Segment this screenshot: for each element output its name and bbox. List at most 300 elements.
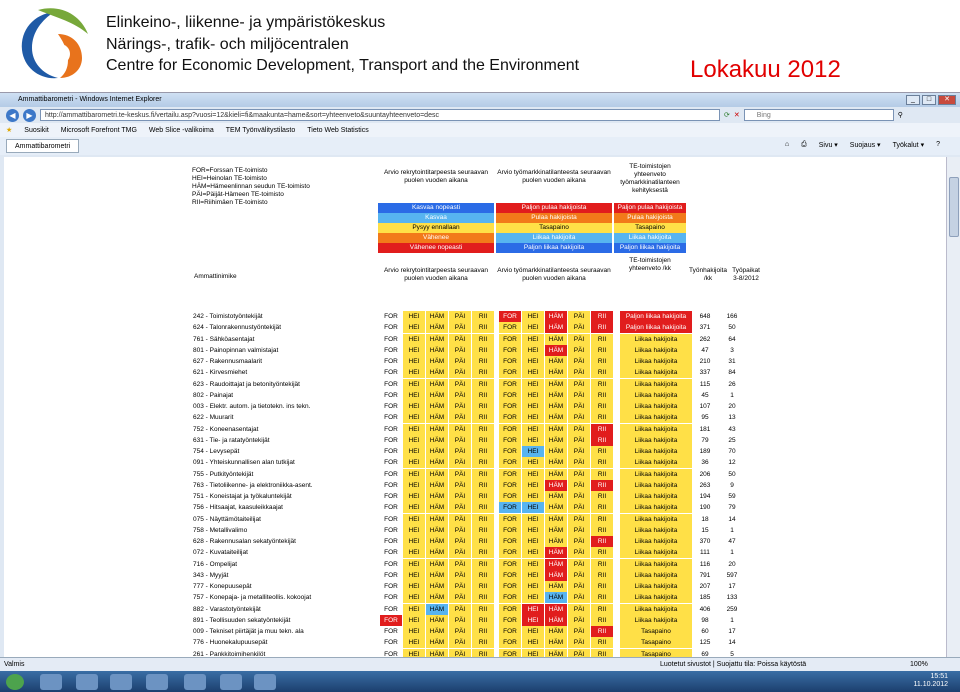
tm-cell: FOR [499, 379, 521, 390]
summary-cell: Tasapaino [620, 637, 692, 648]
back-icon[interactable]: ◀ [6, 109, 19, 122]
summary-cell: Liikaa hakijoita [620, 446, 692, 457]
rekry-cell: HÄM [426, 615, 448, 626]
vacancies-cell: 20 [728, 403, 736, 410]
summary-cell: Liikaa hakijoita [620, 379, 692, 390]
occupation-name[interactable]: 758 - Metallivalimo [193, 526, 248, 534]
table-row [192, 525, 746, 536]
tm-cell: RII [591, 615, 613, 626]
occupation-name[interactable]: 242 - Toimistotyöntekijät [193, 313, 263, 320]
jobseekers-cell: 95 [701, 414, 709, 422]
tm-cell: PÄI [568, 480, 590, 491]
table-row [192, 581, 746, 592]
summary-cell: Liikaa hakijoita [620, 469, 692, 480]
occupation-name[interactable]: 009 - Tekniset piirtäjät ja muu tekn. ala [193, 628, 304, 635]
col-name: Ammattinimike [194, 273, 304, 281]
rekry-cell: PÄI [449, 626, 471, 637]
jobseekers-cell: 18 [701, 515, 709, 523]
rekry-cell: HEI [403, 615, 425, 626]
tm-cell: FOR [499, 514, 521, 525]
jobseekers-cell: 47 [701, 346, 709, 354]
table-row [192, 480, 746, 491]
tm-cell: HEI [522, 367, 544, 378]
tm-cell: HEI [522, 570, 544, 581]
occupation-name[interactable]: 891 - Teollisuuden sekatyöntekijät [193, 616, 291, 624]
rekry-cell: FOR [380, 424, 402, 435]
table-row [192, 514, 746, 525]
tm-cell: HEI [522, 424, 544, 435]
vacancies-cell: 64 [728, 335, 736, 343]
tm-cell: FOR [499, 570, 521, 581]
rekry-cell: HÄM [426, 525, 448, 536]
occupation-name[interactable]: 003 - Elektr. autom. ja tietotekn. ins tekn. [193, 403, 311, 410]
tm-cell: HEI [522, 592, 544, 603]
table-header [192, 257, 762, 307]
table-row [192, 446, 746, 457]
tm-cell: RII [591, 469, 613, 480]
tm-cell: HEI [522, 356, 544, 367]
rekry-cell: HÄM [426, 491, 448, 502]
occupation-name[interactable]: 621 - Kirvesmiehet [193, 369, 248, 377]
occupation-name[interactable]: 075 - Näyttämötaiteilijat [193, 515, 261, 523]
rekry-cell: HEI [403, 345, 425, 356]
occupation-name[interactable]: 716 - Ompelijat [193, 560, 238, 568]
rekry-cell: PÄI [449, 637, 471, 648]
search-input[interactable]: Bing [744, 109, 894, 121]
tm-cell: PÄI [568, 514, 590, 525]
status-bar [0, 657, 960, 671]
tm-cell: FOR [499, 412, 521, 423]
rekry-cell: HÄM [426, 412, 448, 423]
rekry-cell: RII [472, 536, 494, 547]
rekry-cell: HÄM [426, 401, 448, 412]
word-icon[interactable] [220, 674, 242, 690]
rekry-cell: PÄI [449, 615, 471, 626]
vacancies-cell: 17 [728, 628, 736, 635]
excel-icon[interactable] [184, 674, 206, 690]
tm-cell: PÄI [568, 469, 590, 480]
occupation-name[interactable]: 752 - Koneenasentajat [193, 425, 259, 433]
rekry-cell: HEI [403, 547, 425, 558]
rekry-cell: RII [472, 367, 494, 378]
tm-cell: HÄM [545, 322, 567, 333]
rekry-cell: PÄI [449, 334, 471, 345]
occupation-name[interactable]: 631 - Tie- ja ratatyöntekijät [193, 436, 270, 444]
col-summary: TE-toimistojen yhteenveto /kk [614, 257, 686, 273]
rekry-cell: PÄI [449, 649, 471, 658]
scale-tm-item: Paljon liikaa hakijoita [496, 243, 612, 253]
tm-cell: PÄI [568, 491, 590, 502]
jobseekers-cell: 69 [701, 650, 709, 657]
tm-cell: RII [591, 412, 613, 423]
rekry-cell: HÄM [426, 379, 448, 390]
table-row [192, 322, 746, 333]
tm-cell: HÄM [545, 604, 567, 615]
summary-heading: TE-toimistojen yhteenveto työmarkkinatilanteen kehityksestä [614, 163, 686, 195]
tm-cell: FOR [499, 547, 521, 558]
scale-summary-item: Paljon pulaa hakijoista [614, 203, 686, 213]
tm-cell: HEI [522, 604, 544, 615]
rekry-cell: HEI [403, 626, 425, 637]
scrollbar-thumb[interactable] [949, 177, 959, 237]
rekry-cell: RII [472, 604, 494, 615]
clock-time: 15:51 [930, 673, 948, 680]
media-icon[interactable] [110, 674, 132, 690]
rekry-cell: HÄM [426, 367, 448, 378]
tm-cell: HEI [522, 525, 544, 536]
table-row [192, 379, 746, 390]
rekry-cell: PÄI [449, 311, 471, 322]
jobseekers-cell: 45 [701, 391, 709, 399]
occupation-name[interactable]: 761 - Sähköasentajat [193, 335, 255, 343]
table-row [192, 502, 746, 513]
table-row [192, 435, 746, 446]
explorer-icon[interactable] [76, 674, 98, 690]
occupation-name[interactable]: 628 - Rakennusalan sekatyöntekijät [193, 538, 296, 545]
occupation-name[interactable]: 343 - Myyjät [193, 571, 229, 579]
tm-cell: HÄM [545, 615, 567, 626]
tm-cell: PÄI [568, 345, 590, 356]
rekry-cell: PÄI [449, 514, 471, 525]
summary-cell: Liikaa hakijoita [620, 424, 692, 435]
summary-cell: Liikaa hakijoita [620, 604, 692, 615]
vacancies-cell: 47 [728, 538, 736, 545]
rekry-cell: PÄI [449, 502, 471, 513]
occupation-name[interactable]: 802 - Painajat [193, 391, 234, 399]
tm-cell: RII [591, 367, 613, 378]
jobseekers-cell: 116 [699, 560, 711, 568]
zoom-level[interactable]: 100% [910, 661, 928, 668]
tm-cell: FOR [499, 525, 521, 536]
rekry-cell: PÄI [449, 401, 471, 412]
vacancies-cell: 12 [728, 459, 736, 467]
rekry-cell: RII [472, 334, 494, 345]
tm-cell: PÄI [568, 424, 590, 435]
page-menu[interactable]: Sivu ▾ [818, 142, 838, 149]
rekry-cell: HEI [403, 637, 425, 648]
favorite-link[interactable]: Suosikit [24, 126, 49, 134]
jobseekers-cell: 79 [701, 436, 709, 444]
tm-cell: HEI [522, 480, 544, 491]
vacancies-cell: 1 [730, 391, 734, 399]
rekry-cell: FOR [380, 536, 402, 547]
tm-cell: RII [591, 547, 613, 558]
legend-item: HÄM=Hämeenlinnan seudun TE-toimisto [192, 183, 310, 190]
tm-cell: HEI [522, 322, 544, 333]
help-icon[interactable]: ? [936, 141, 940, 148]
occupation-name[interactable]: 624 - Talonrakennustyöntekijät [193, 324, 282, 332]
rekry-cell: HÄM [426, 514, 448, 525]
table-row [192, 367, 746, 378]
rekry-cell: FOR [380, 334, 402, 345]
tm-cell: FOR [499, 502, 521, 513]
table-row [192, 469, 746, 480]
summary-cell: Liikaa hakijoita [620, 547, 692, 558]
tm-cell: PÄI [568, 502, 590, 513]
slide-title: Lokakuu 2012 [690, 56, 841, 83]
summary-cell: Liikaa hakijoita [620, 334, 692, 345]
rekry-cell: HÄM [426, 435, 448, 446]
rekry-cell: FOR [380, 356, 402, 367]
ie-icon[interactable] [40, 674, 62, 690]
tm-cell: PÄI [568, 356, 590, 367]
table-row [192, 311, 746, 322]
jobseekers-cell: 337 [699, 369, 711, 377]
tm-cell: FOR [499, 345, 521, 356]
taskbar [0, 671, 960, 692]
vertical-scrollbar[interactable] [946, 157, 960, 657]
tm-cell: RII [591, 514, 613, 525]
tm-cell: PÄI [568, 457, 590, 468]
favorites-star-icon[interactable]: ★ [6, 127, 13, 134]
rekry-cell: FOR [380, 480, 402, 491]
occupation-name[interactable]: 801 - Painopinnan valmistajat [193, 346, 279, 354]
rekry-cell: HEI [403, 390, 425, 401]
rekry-cell: RII [472, 480, 494, 491]
url-input[interactable]: http://ammattibarometri.te-keskus.fi/vertailu.asp?vuosi=12&kieli=fi&maakunta=hame&sort=yhteenveto&suuntayhteenveto=desc [40, 109, 720, 121]
tm-cell: FOR [499, 311, 521, 322]
security-menu[interactable]: Suojaus ▾ [849, 142, 881, 149]
tm-cell: HEI [522, 457, 544, 468]
occupation-name[interactable]: 756 - Hitsaajat, kaasuleikkaajat [193, 504, 283, 512]
close-button[interactable]: ✕ [938, 95, 956, 105]
scale-summary-item: Pulaa hakijoista [614, 213, 686, 223]
rekry-cell: HEI [403, 424, 425, 435]
occupation-name[interactable]: 261 - Pankkitoimihenkilöt [193, 650, 266, 657]
tm-cell: HEI [522, 334, 544, 345]
tm-cell: HÄM [545, 401, 567, 412]
scale-tm-item: Paljon pulaa hakijoista [496, 203, 612, 213]
table-row [192, 457, 746, 468]
vacancies-cell: 50 [728, 324, 736, 332]
status-text: Valmis [4, 661, 25, 668]
jobseekers-cell: 111 [700, 549, 710, 557]
scale-rekry-item: Kasvaa [378, 213, 494, 223]
vacancies-cell: 1 [730, 526, 734, 534]
tm-cell: PÄI [568, 435, 590, 446]
tm-cell: RII [591, 491, 613, 502]
tm-cell: FOR [499, 367, 521, 378]
tm-cell: RII [591, 570, 613, 581]
tm-cell: HÄM [545, 424, 567, 435]
tm-cell: FOR [499, 334, 521, 345]
favorite-link[interactable]: Tieto Web Statistics [307, 126, 369, 134]
summary-cell: Paljon liikaa hakijoita [620, 311, 692, 322]
occupation-name[interactable]: 754 - Levysepät [193, 448, 240, 455]
scale-tm-item: Pulaa hakijoista [496, 213, 612, 223]
summary-cell: Liikaa hakijoita [620, 615, 692, 626]
rekry-cell: HÄM [426, 322, 448, 333]
rekry-cell: HÄM [426, 469, 448, 480]
rekry-cell: FOR [380, 547, 402, 558]
tm-cell: FOR [499, 649, 521, 658]
occupation-name[interactable]: 763 - Tietoliikenne- ja elektroniikka-asent. [193, 481, 313, 489]
rekry-cell: HEI [403, 457, 425, 468]
rekry-cell: HÄM [426, 502, 448, 513]
rekry-cell: FOR [380, 322, 402, 333]
col-tm: Arvio työmarkkinatilanteesta seuraavan puolen vuoden aikana [497, 267, 611, 282]
jobseekers-cell: 181 [699, 425, 711, 433]
rekry-cell: HEI [403, 334, 425, 345]
search-icon[interactable]: ⚲ [897, 112, 903, 119]
tm-cell: RII [591, 345, 613, 356]
org-name-en: Centre for Economic Development, Transport and the Environment [106, 57, 580, 74]
tm-cell: HÄM [545, 514, 567, 525]
vacancies-cell: 31 [728, 358, 736, 365]
tm-cell: PÄI [568, 570, 590, 581]
occupation-name[interactable]: 072 - Kuvataiteilijat [193, 549, 248, 557]
summary-cell: Liikaa hakijoita [620, 570, 692, 581]
minimize-button[interactable]: _ [906, 95, 920, 105]
jobseekers-cell: 15 [701, 526, 709, 534]
favorite-link[interactable]: TEM Työnvälitystilasto [225, 126, 296, 134]
tab-ammattibarometri[interactable]: Ammattibarometri [6, 139, 79, 153]
jobseekers-cell: 98 [701, 616, 709, 624]
table-row [192, 401, 746, 412]
summary-cell: Tasapaino [620, 649, 692, 658]
scale-rekry-item: Pysyy ennallaan [378, 223, 494, 233]
tm-cell: HEI [522, 626, 544, 637]
tm-cell: HEI [522, 547, 544, 558]
occupation-name[interactable]: 757 - Konepaja- ja metalliteollis. kokoojat [193, 594, 312, 602]
rekry-cell: FOR [380, 649, 402, 658]
start-button[interactable] [6, 674, 24, 690]
occupation-name[interactable]: 627 - Rakennusmaalarit [193, 358, 263, 365]
rekry-cell: FOR [380, 525, 402, 536]
occupation-name[interactable]: 755 - Putkityöntekijät [193, 470, 254, 478]
tm-cell: FOR [499, 637, 521, 648]
summary-cell: Liikaa hakijoita [620, 491, 692, 502]
tm-cell: RII [591, 536, 613, 547]
rekry-cell: FOR [380, 570, 402, 581]
summary-cell: Liikaa hakijoita [620, 457, 692, 468]
rekry-cell: HEI [403, 322, 425, 333]
jobseekers-cell: 185 [699, 594, 711, 602]
scale-rekry-item: Vähenee [378, 233, 494, 243]
clock-date: 11.10.2012 [913, 681, 948, 688]
stop-icon[interactable]: ✕ [733, 112, 740, 119]
app-icon[interactable] [146, 674, 168, 690]
tm-cell: HÄM [545, 649, 567, 658]
occupation-name[interactable]: 622 - Muurarit [193, 414, 234, 422]
rekry-cell: RII [472, 525, 494, 536]
maximize-button[interactable]: □ [922, 95, 936, 105]
rekry-cell: HEI [403, 356, 425, 367]
rekry-cell: PÄI [449, 435, 471, 446]
jobseekers-cell: 190 [699, 504, 711, 512]
tm-cell: RII [591, 626, 613, 637]
rekry-cell: HÄM [426, 547, 448, 558]
home-icon[interactable]: ⌂ [784, 141, 790, 148]
rekry-cell: PÄI [449, 469, 471, 480]
rekry-cell: FOR [380, 469, 402, 480]
occupation-name[interactable]: 751 - Koneistajat ja työkaluntekijät [193, 493, 292, 500]
rekry-cell: HEI [403, 379, 425, 390]
rekry-cell: RII [472, 637, 494, 648]
favorite-link[interactable]: Web Slice -valikoima [148, 126, 214, 134]
tm-cell: FOR [499, 615, 521, 626]
rekry-cell: FOR [380, 435, 402, 446]
browser-window [0, 92, 960, 691]
tm-cell: HEI [522, 502, 544, 513]
occupation-name[interactable]: 777 - Konepuusepät [193, 583, 252, 590]
summary-cell: Liikaa hakijoita [620, 525, 692, 536]
rekry-cell: HÄM [426, 592, 448, 603]
rekry-cell: FOR [380, 637, 402, 648]
tm-cell: FOR [499, 401, 521, 412]
tm-cell: PÄI [568, 547, 590, 558]
tm-cell: RII [591, 311, 613, 322]
scale-summary-item: Paljon liikaa hakijoita [614, 243, 686, 253]
legend-item: PÄI=Päijät-Hämeen TE-toimisto [192, 191, 284, 198]
rekry-cell: HÄM [426, 390, 448, 401]
rekry-cell: RII [472, 356, 494, 367]
occupation-name[interactable]: 776 - Huonekalupuusepät [193, 639, 268, 647]
tm-cell: PÄI [568, 401, 590, 412]
tm-cell: RII [591, 356, 613, 367]
rekry-cell: FOR [380, 491, 402, 502]
tm-cell: PÄI [568, 334, 590, 345]
tm-cell: HÄM [545, 570, 567, 581]
tm-cell: FOR [499, 446, 521, 457]
tm-cell: RII [591, 390, 613, 401]
tm-cell: HEI [522, 435, 544, 446]
window-title: Ammattibarometri - Windows Internet Explorer [18, 96, 162, 103]
title-bar [0, 93, 960, 107]
tm-cell: PÄI [568, 311, 590, 322]
occupation-name[interactable]: 882 - Varastotyöntekijät [193, 605, 261, 613]
occupation-name[interactable]: 091 - Yhteiskunnallisen alan tutkijat [193, 459, 295, 467]
tools-menu[interactable]: Työkalut ▾ [892, 142, 925, 149]
summary-cell: Liikaa hakijoita [620, 345, 692, 356]
forward-icon[interactable]: ▶ [23, 109, 36, 122]
table-row [192, 345, 746, 356]
vacancies-cell: 70 [728, 448, 736, 455]
vacancies-cell: 84 [728, 369, 736, 377]
vacancies-cell: 26 [728, 380, 736, 388]
refresh-icon[interactable]: ⟳ [724, 112, 730, 119]
occupation-name[interactable]: 623 - Raudoittajat ja betonityöntekijät [193, 380, 300, 388]
tab-bar [0, 137, 960, 155]
rekry-cell: RII [472, 514, 494, 525]
rekry-cell: PÄI [449, 356, 471, 367]
tm-cell: RII [591, 322, 613, 333]
jobseekers-cell: 194 [699, 493, 711, 500]
tm-cell: HEI [522, 345, 544, 356]
ely-logo [14, 4, 94, 84]
tm-cell: RII [591, 525, 613, 536]
print-icon[interactable]: ⎙ [801, 141, 807, 148]
rekry-cell: HEI [403, 435, 425, 446]
tm-cell: PÄI [568, 604, 590, 615]
rekry-cell: HEI [403, 480, 425, 491]
rekry-cell: HÄM [426, 536, 448, 547]
tm-cell: PÄI [568, 615, 590, 626]
powerpoint-icon[interactable] [254, 674, 276, 690]
rekry-cell: HEI [403, 446, 425, 457]
summary-cell: Tasapaino [620, 626, 692, 637]
vacancies-cell: 14 [728, 639, 736, 647]
tm-cell: RII [591, 637, 613, 648]
table-row [192, 424, 746, 435]
rekry-cell: FOR [380, 367, 402, 378]
col-rekry: Arvio rekrytointitarpeesta seuraavan puolen vuoden aikana [378, 267, 494, 283]
rekry-cell: HÄM [426, 311, 448, 322]
rekry-cell: RII [472, 502, 494, 513]
favorite-link[interactable]: Microsoft Forefront TMG [60, 126, 137, 134]
legend-item: FOR=Forssan TE-toimisto [192, 167, 268, 174]
tm-cell: HEI [522, 637, 544, 648]
